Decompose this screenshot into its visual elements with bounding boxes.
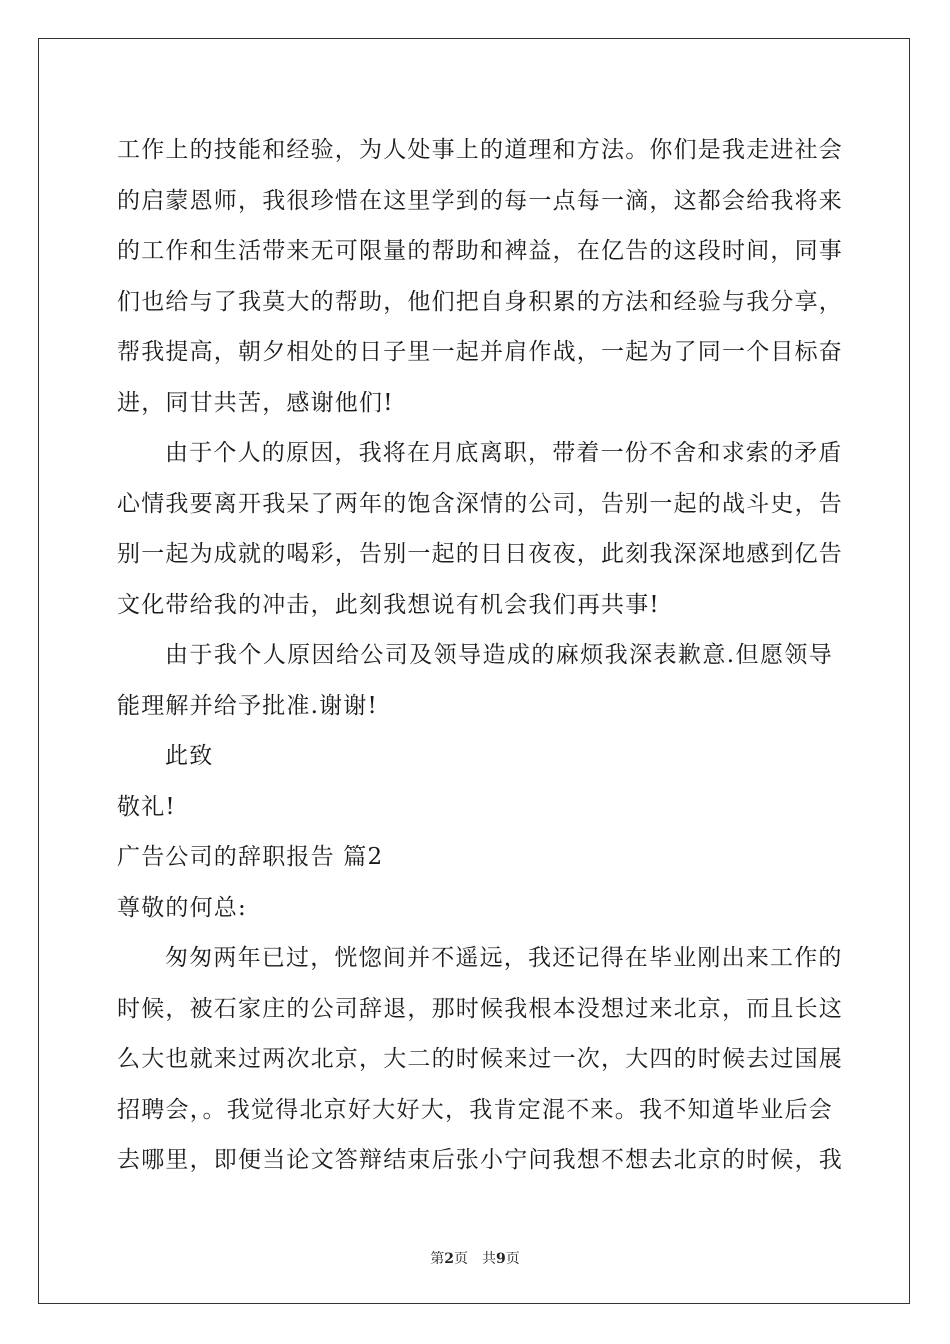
- text-line: 时候，被石家庄的公司辞退，那时候我根本没想过来北京，而且长这: [117, 995, 843, 1022]
- page-suffix: 页: [454, 1251, 468, 1267]
- text-line: 心情我要离开我呆了两年的饱含深情的公司，告别一起的战斗史，告: [117, 490, 843, 517]
- text-line: 能理解并给予批准.谢谢!: [117, 692, 378, 719]
- text-line: 么大也就来过两次北京，大二的时候来过一次，大四的时候去过国展: [117, 1046, 843, 1072]
- page-footer: [0, 1248, 950, 1268]
- current-page-number: 2: [444, 1251, 454, 1267]
- total-prefix: 共: [482, 1251, 496, 1267]
- closing-salutation: 此致: [165, 743, 214, 769]
- paragraph-start-line: 由于个人的原因，我将在月底离职，带着一份不舍和求索的矛盾: [165, 440, 843, 466]
- paragraph-start-line: 由于我个人原因给公司及领导造成的麻烦我深表歉意.但愿领导: [165, 642, 833, 668]
- closing-regards: 敬礼!: [117, 793, 176, 820]
- text-line: 的启蒙恩师，我很珍惜在这里学到的每一点每一滴，这都会给我将来: [117, 187, 843, 214]
- text-line: 帮我提高，朝夕相处的日子里一起并肩作战，一起为了同一个目标奋: [117, 339, 843, 365]
- text-line: 文化带给我的冲击，此刻我想说有机会我们再共事!: [117, 591, 660, 618]
- text-line: 招聘会，。我觉得北京好大好大，我肯定混不来。我不知道毕业后会: [117, 1096, 833, 1123]
- text-line: 的工作和生活带来无可限量的帮助和裨益，在亿告的这段时间，同事: [117, 238, 843, 264]
- text-line: 别一起为成就的喝彩，告别一起的日日夜夜，此刻我深深地感到亿告: [117, 541, 843, 567]
- section-heading: 广告公司的辞职报告 篇2: [117, 844, 384, 870]
- text-line: 们也给与了我莫大的帮助，他们把自身积累的方法和经验与我分享，: [117, 288, 843, 315]
- total-suffix: 页: [505, 1251, 520, 1267]
- page-prefix: 第: [430, 1251, 445, 1267]
- greeting: 尊敬的何总:: [117, 894, 247, 921]
- paragraph-start-line: 匆匆两年已过，恍惚间并不遥远，我还记得在毕业刚出来工作的: [165, 945, 843, 971]
- text-line: 去哪里，即便当论文答辩结束后张小宁问我想不想去北京的时候，我: [117, 1147, 843, 1173]
- text-line: 工作上的技能和经验，为人处事上的道理和方法。你们是我走进社会: [117, 137, 843, 163]
- text-line: 进，同甘共苦，感谢他们!: [117, 389, 394, 416]
- document-body: [117, 125, 843, 1186]
- total-pages-number: 9: [496, 1251, 506, 1267]
